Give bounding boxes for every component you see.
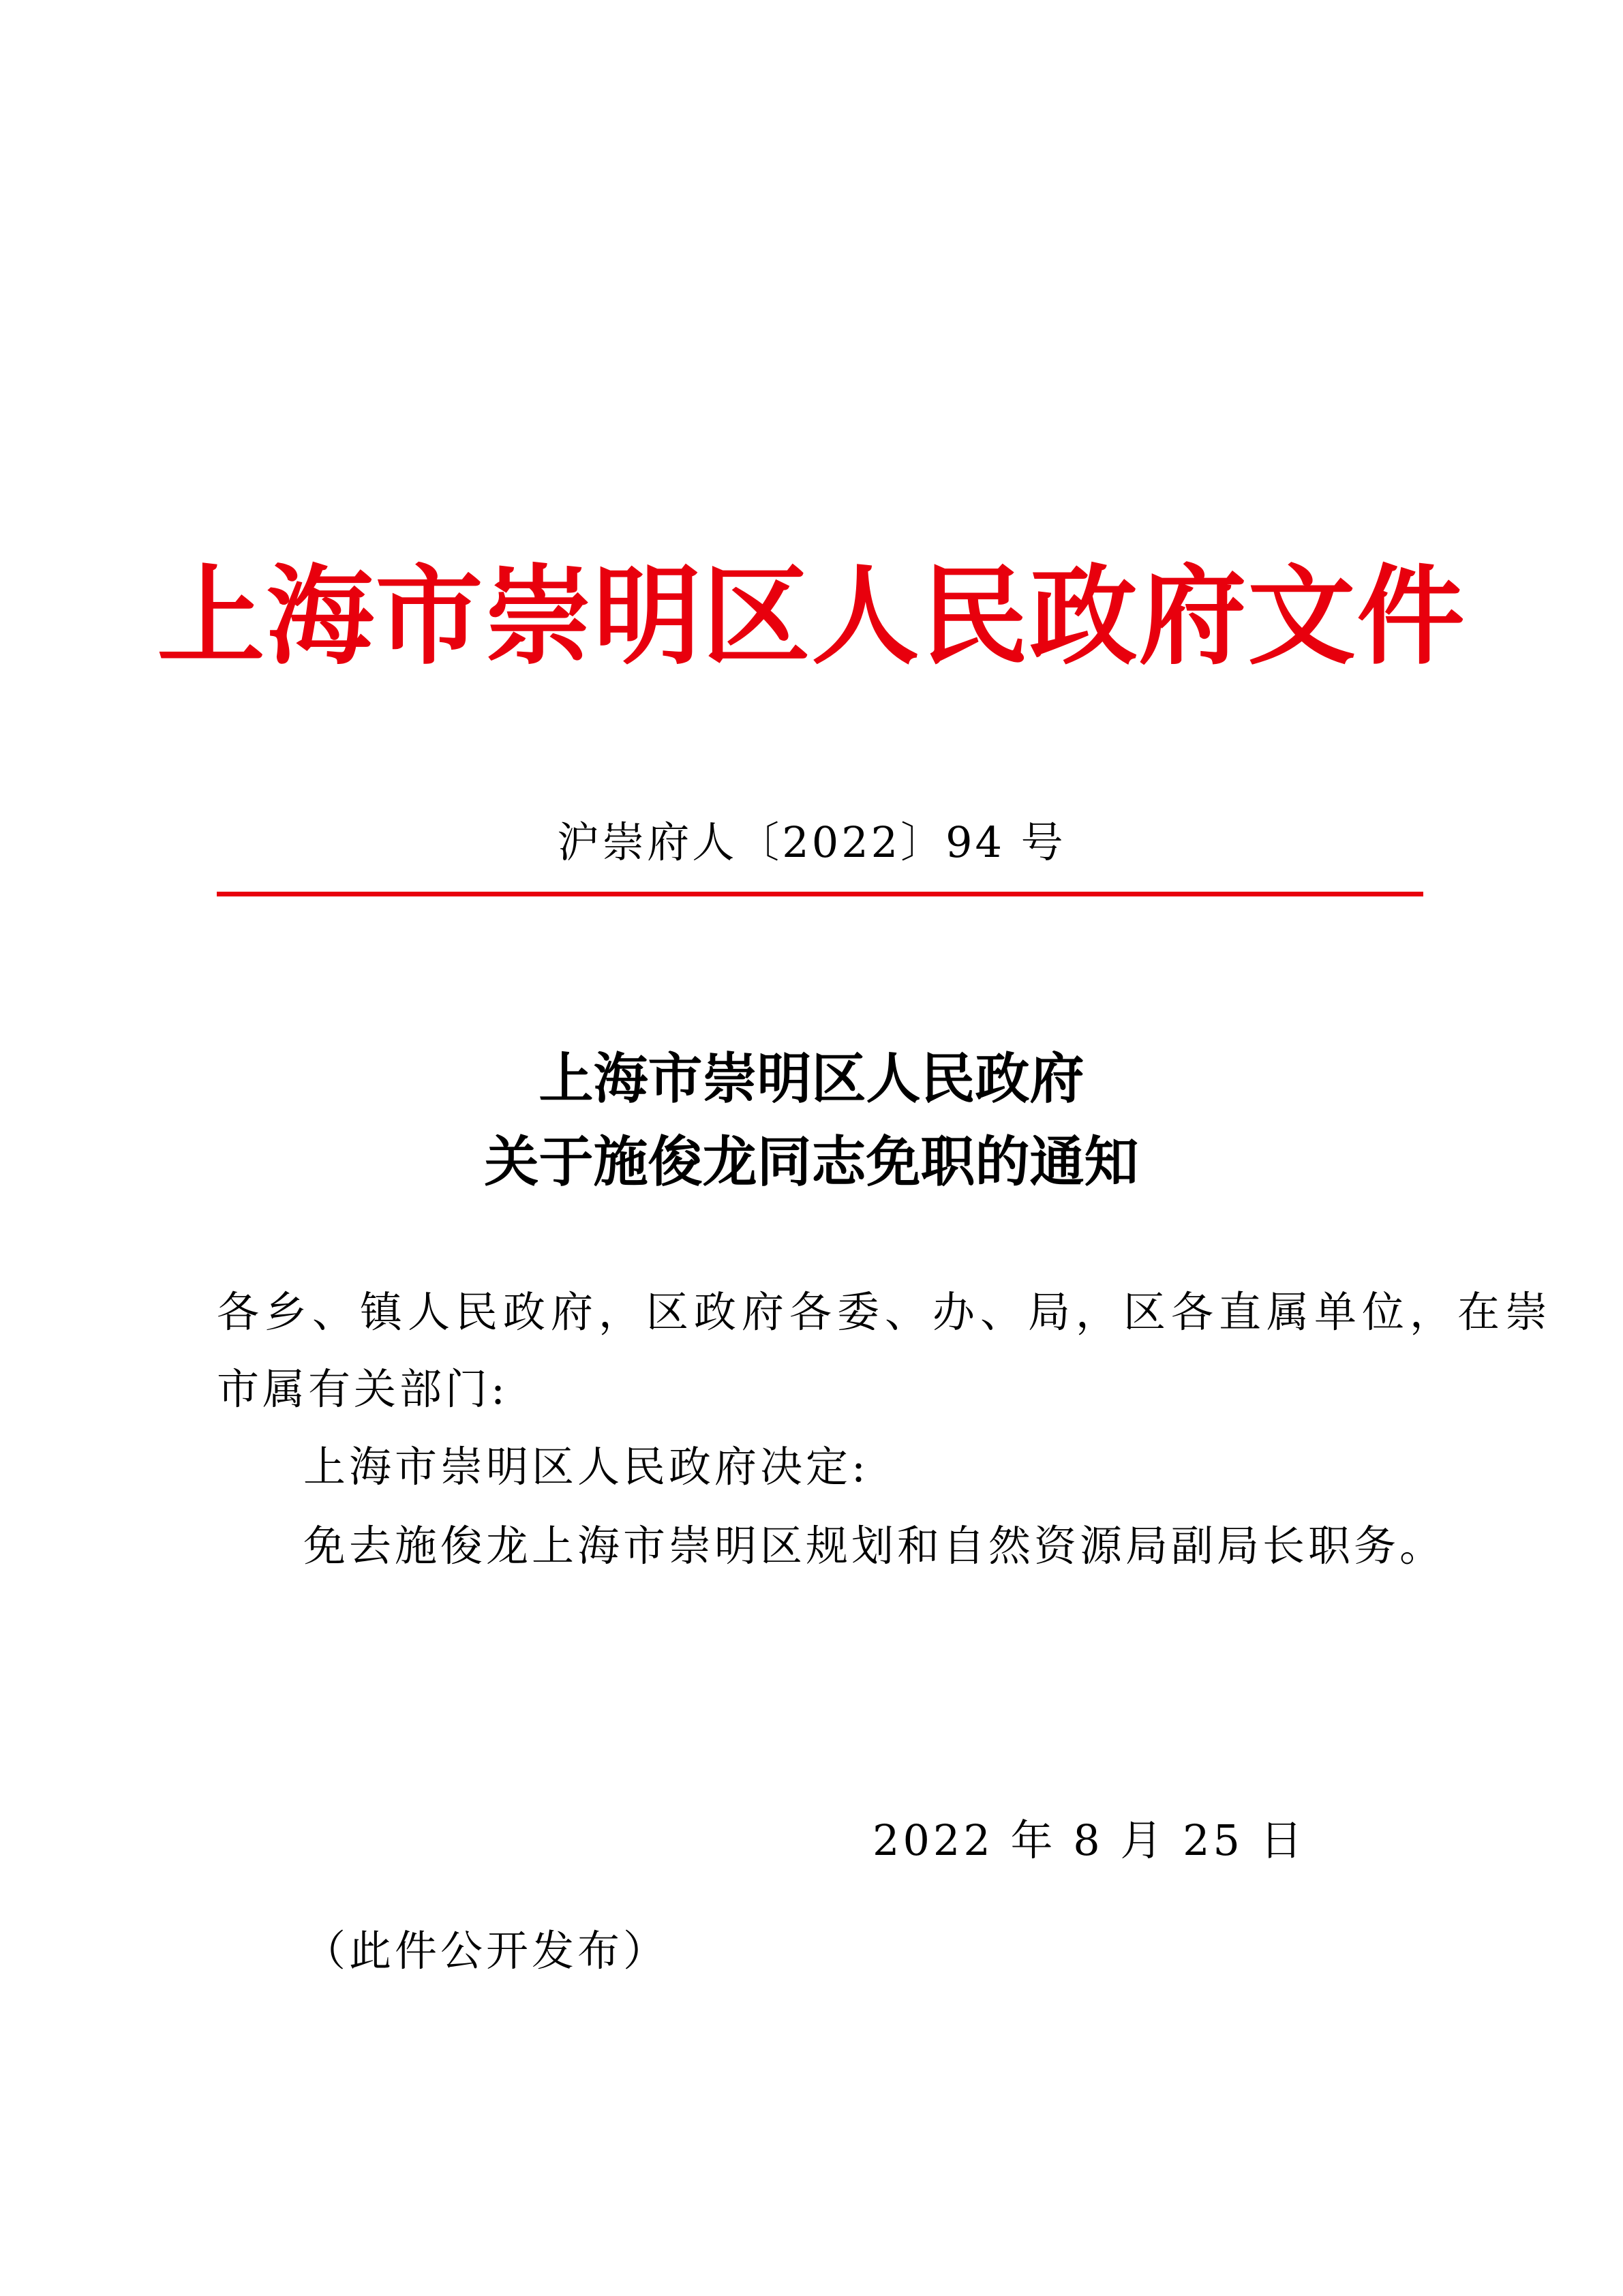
addressee-line-2: 市属有关部门: bbox=[217, 1364, 509, 1414]
decision-paragraph: 上海市崇明区人民政府决定: bbox=[303, 1442, 869, 1492]
notice-title-line-1: 上海市崇明区人民政府 bbox=[539, 1046, 1084, 1111]
red-divider-line bbox=[217, 892, 1423, 896]
masthead-title: 上海市崇明区人民政府文件 bbox=[157, 554, 1466, 680]
issue-date: 2022 年 8 月 25 日 bbox=[873, 1815, 1306, 1865]
document-number: 沪崇府人〔2022〕94 号 bbox=[557, 817, 1066, 867]
removal-paragraph: 免去施俊龙上海市崇明区规划和自然资源局副局长职务。 bbox=[303, 1521, 1446, 1571]
publication-note: （此件公开发布） bbox=[303, 1926, 669, 1976]
addressee-line-1: 各乡、镇人民政府，区政府各委、办、局，区各直属单位，在崇 bbox=[217, 1287, 1553, 1337]
notice-title-line-2: 关于施俊龙同志免职的通知 bbox=[484, 1130, 1139, 1194]
